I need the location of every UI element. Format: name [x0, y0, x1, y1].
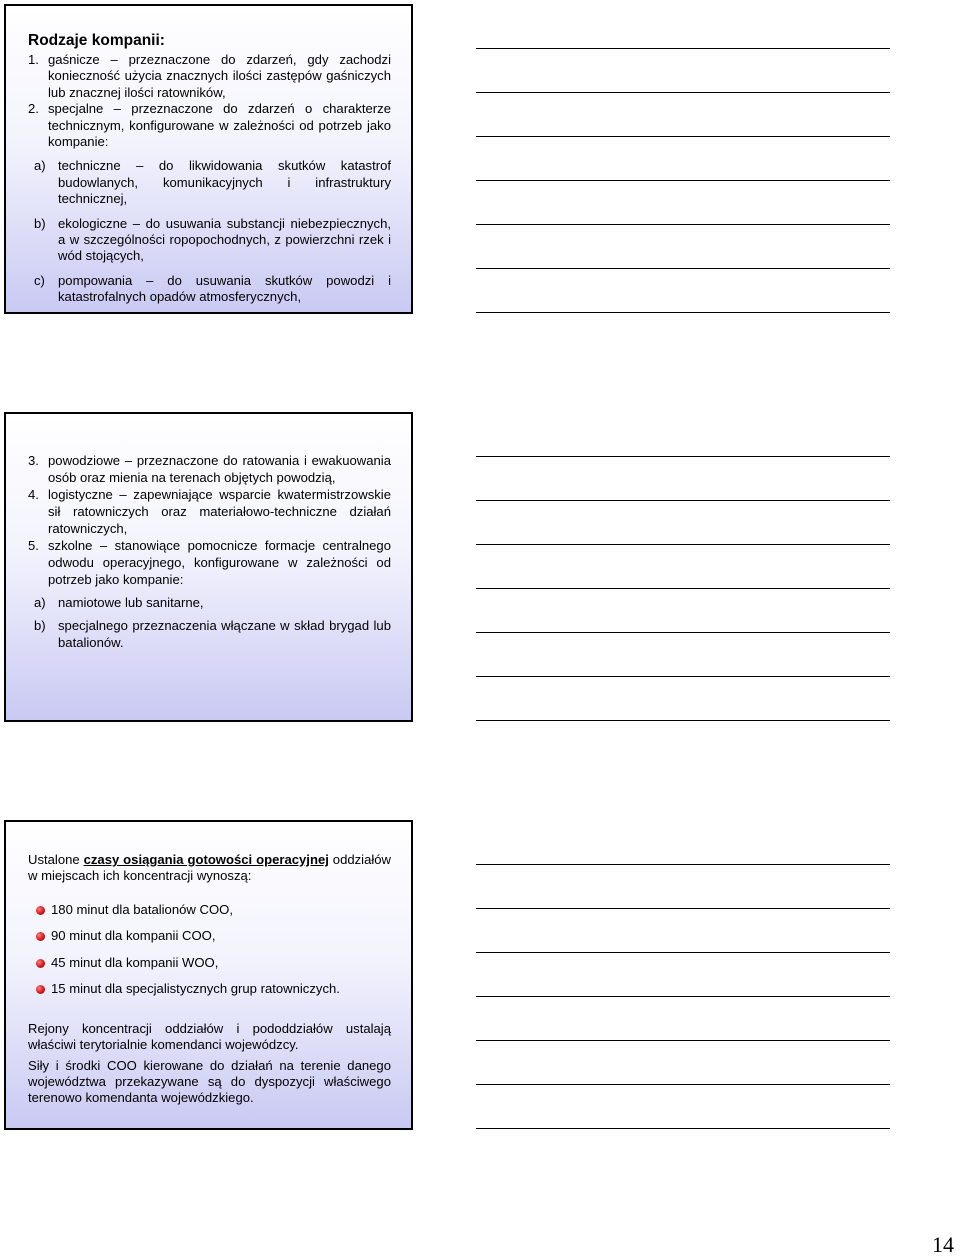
- note-line: [476, 864, 890, 865]
- sub-list-text: pompowania – do usuwania skutków powodzi i katastrofalnych opadów atmosferycznych,: [58, 272, 391, 305]
- bullet-text: 15 minut dla specjalistycznych grup ratowniczych.: [51, 981, 340, 997]
- paragraph: Siły i środki COO kierowane do działań na terenie danego województwa przekazywane są do dyspozycji właściwego terenowo komendanta wojewódzkiego.: [28, 1057, 391, 1106]
- sub-list-text: namiotowe lub sanitarne,: [58, 595, 204, 610]
- list-text: specjalne – przeznaczone do zdarzeń o charakterze technicznym, konfigurowane w zależności od potrzeb jako kompanie:: [48, 101, 391, 150]
- sub-list-item: [34, 594, 391, 611]
- note-line: [476, 588, 890, 589]
- list-number: 2.: [28, 101, 39, 117]
- note-line: [476, 996, 890, 997]
- note-line: [476, 1040, 890, 1041]
- note-line: [476, 268, 890, 269]
- list-number: 3.: [28, 453, 39, 468]
- sub-list-item: [34, 216, 391, 265]
- list-item: [28, 52, 391, 101]
- sub-list-label: c): [34, 272, 45, 288]
- sub-list-item: [34, 617, 391, 651]
- list-number: 1.: [28, 52, 39, 67]
- note-line: [476, 908, 890, 909]
- list-text: gaśnicze – przeznaczone do zdarzeń, gdy zachodzi konieczność użycia znacznych ilości zastępów gaśniczych lub znacznej ilości ratowników,: [48, 52, 391, 100]
- note-line: [476, 1128, 890, 1129]
- list-item: [28, 452, 391, 486]
- note-line: [476, 224, 890, 225]
- sub-list-item: [34, 273, 391, 306]
- note-line: [476, 676, 890, 677]
- intro-bold: czasy osiągania gotowości operacyjnej: [83, 852, 329, 867]
- bullet-text: 180 minut dla batalionów COO,: [51, 901, 233, 917]
- list-item: [36, 897, 391, 924]
- list-number: 4.: [28, 487, 39, 502]
- sub-list-item: [34, 158, 391, 207]
- intro-paragraph: [28, 852, 391, 885]
- sub-list-text: specjalnego przeznaczenia włączane w skład brygad lub batalionów.: [58, 618, 391, 650]
- intro-prefix: Ustalone: [28, 852, 80, 867]
- note-line: [476, 456, 890, 457]
- sub-list-label: a): [34, 158, 46, 174]
- bullet-text: 45 minut dla kompanii WOO,: [51, 954, 219, 970]
- note-line: [476, 136, 890, 137]
- note-line: [476, 720, 890, 721]
- list-text: szkolne – stanowiące pomocnicze formacje centralnego odwodu operacyjnego, konfigurowane w zależności od potrzeb jako kompanie:: [48, 538, 391, 587]
- slide-1: [4, 4, 413, 314]
- note-line: [476, 48, 890, 49]
- bullet-icon: [36, 932, 45, 941]
- list-item: [36, 923, 391, 950]
- list-text: powodziowe – przeznaczone do ratowania i ewakuowania osób oraz mienia na terenach objętych powodzią,: [48, 453, 391, 485]
- list-item: [36, 950, 391, 977]
- note-line: [476, 544, 890, 545]
- bullet-icon: [36, 906, 45, 915]
- sub-list-text: ekologiczne – do usuwania substancji niebezpiecznych, a w szczególności ropopochodnych, z powierzchni rzek i wód stojących,: [58, 215, 391, 264]
- note-line: [476, 1084, 890, 1085]
- slide-3: [4, 820, 413, 1130]
- sub-list-label: a): [34, 595, 46, 610]
- bullet-icon: [36, 985, 45, 994]
- bullet-icon: [36, 959, 45, 968]
- list-item: [28, 101, 391, 150]
- note-line: [476, 632, 890, 633]
- note-line: [476, 952, 890, 953]
- sub-list-text: techniczne – do likwidowania skutków katastrof budowlanych, komunikacyjnych i infrastruktury technicznej,: [58, 158, 391, 207]
- note-line: [476, 500, 890, 501]
- list-text: logistyczne – zapewniające wsparcie kwatermistrzowskie sił ratowniczych oraz materiałowo-techniczne działań ratowniczych,: [48, 487, 391, 536]
- list-item: [28, 486, 391, 537]
- sub-list-label: b): [34, 618, 46, 633]
- note-line: [476, 92, 890, 93]
- bullet-text: 90 minut dla kompanii COO,: [51, 928, 216, 944]
- intro-rest: oddziałów w miejscach ich koncentracji wynoszą:: [28, 852, 392, 884]
- slide-2: [4, 412, 413, 722]
- list-number: 5.: [28, 538, 39, 553]
- sub-list-label: b): [34, 215, 46, 231]
- list-item: [28, 537, 391, 588]
- slide-title: Rodzaje kompanii:: [28, 32, 165, 49]
- paragraph: Rejony koncentracji oddziałów i pododdziałów ustalają właściwi terytorialnie komendanci wojewódzcy.: [28, 1020, 391, 1053]
- list-item: [36, 976, 391, 1003]
- note-line: [476, 312, 890, 313]
- bullet-list: [36, 897, 391, 1003]
- page-number: 14: [932, 1232, 954, 1257]
- note-line: [476, 180, 890, 181]
